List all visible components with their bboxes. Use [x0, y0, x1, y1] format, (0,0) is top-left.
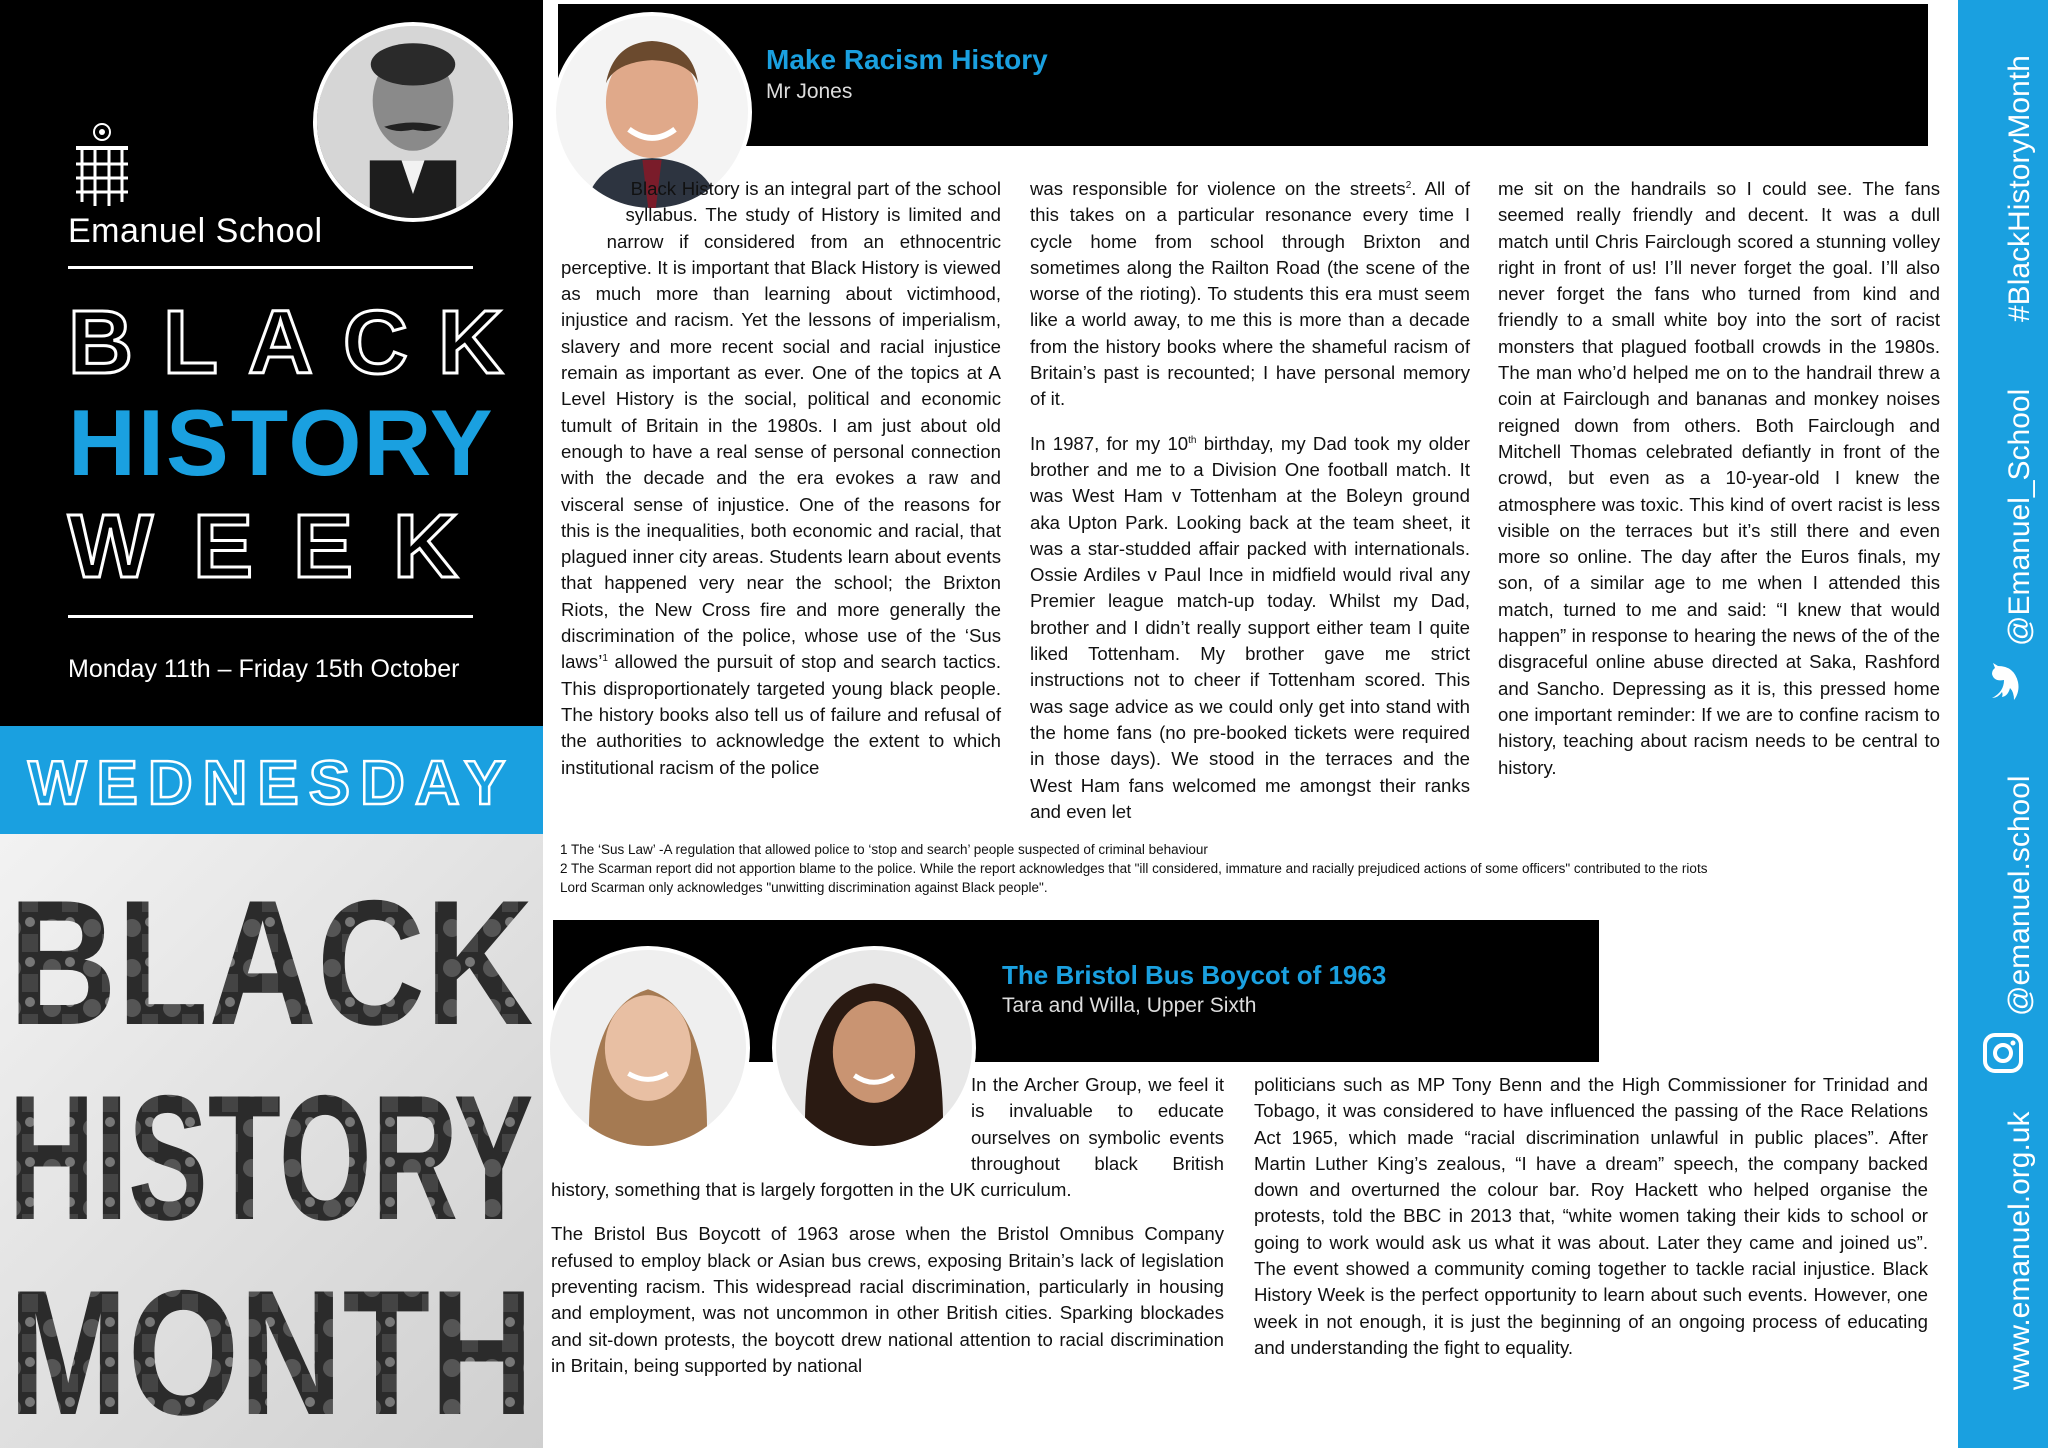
twitter-handle: @Emanuel_School: [2003, 388, 2036, 646]
article1-column1: [561, 176, 1001, 781]
article2-column1: [551, 1072, 1224, 1397]
portcullis-crest-icon: [68, 122, 136, 210]
photo-wrap-space: [551, 1072, 971, 1177]
historical-portrait-photo: [313, 22, 513, 222]
text-span: birthday, my Dad took my older brother and me to a Division One football match. It was West Ham v Tottenham at the Boleyn ground aka Upton Park. Looking back at the team sheet, it was a star-studded affair packed with internationals. Ossie Ardiles v Paul Ince in midfield would rival any Premier league match-up today. Whilst my Dad, brother and I didn’t really support either team I quite liked Tottenham. My brother gave me strict instructions not to cheer if Tottenham scored. This was sage advice as we could only get into stand with the home fans (no pre-booked tickets were required in those days). We stood in the terraces and the West Ham fans welcomed me amongst their ranks and even let: [1030, 432, 1470, 822]
text-span: In the Archer Group, we feel it is invaluable to educate ourselves on symbolic events throughout black British history, something that is largely forgotten in the UK curriculum.: [551, 1074, 1224, 1201]
article1-footnotes: [560, 840, 1960, 897]
hashtag-label: #BlackHistoryMonth: [2003, 55, 2036, 322]
article1-header-bar: [558, 4, 1928, 146]
collage-word-month: MONTH: [8, 1253, 534, 1448]
instagram-icon: [1980, 1030, 2026, 1076]
article2-title: The Bristol Bus Boycot of 1963: [1002, 960, 1387, 990]
article1-title: Make Racism History: [766, 44, 1048, 75]
collage-word-history: HISTORY: [8, 1058, 534, 1257]
article1-column2: [1030, 176, 1470, 843]
footnote-ref-2: 2: [1405, 179, 1412, 191]
footnote-ref-1: 1: [602, 653, 608, 665]
left-panel: [0, 0, 543, 1448]
article2-col1-paragraph1: [551, 1072, 1224, 1203]
portrait-illustration: [317, 26, 509, 218]
footnote-2-cont: Lord Scarman only acknowledges "unwitting discrimination against Black people".: [560, 880, 1048, 895]
article1-col2-paragraph2: [1030, 431, 1470, 825]
article2-author: Tara and Willa, Upper Sixth: [1002, 994, 1257, 1017]
collage-lettering: [0, 834, 543, 1448]
text-span: In 1987, for my 10: [1030, 432, 1189, 454]
article1-col1-text: Black History is an integral part of the school syllabus. The study of History is limited and narrow if considered from an ethnocentric perceptive. It is important that Black History is viewed as much more than learning about victimhood, injustice and racism. Yet the lessons of imperialism, slavery and more recent social and racial injustice remain as important as ever. One of the topics at A Level History is the social, political and economic tumult of Britain in the 1980s. I am just about old enough to have a real sense of personal connection with the decade and the era evokes a raw and visceral sense of injustice. One of the reasons for this is the inequalities, both economic and racial, that plagued inner city areas. Students learn about events that happened very near the school; the Brixton Riots, the New Cross fire and more generally the discrimination of the police, whose use of the ‘Sus laws’: [561, 178, 1001, 673]
title-black: BLACK: [68, 293, 533, 393]
divider-top: [68, 266, 473, 269]
article2-column2: politicians such as MP Tony Benn and the High Commissioner for Trinidad and Tobago, it was considered to have influenced the passing of the Race Relations Act 1965, which made “racial discrimination unlawful in public places”. After Martin Luther King’s zealous, “I have a dream” speech, the company backed down and overturned the colour bar. Roy Hackett who helped organise the protests, told the BBC in 2013 that, “white women taking their kids to school or going to work would ask us what it was about. Later they came and joined us”. The event showed a community coming together to tackle racial injustice. Black History Week is the perfect opportunity to learn about such events. However, one week in not enough, it is just the beginning of an ongoing process of educating and understanding the fight to equality.: [1254, 1074, 1928, 1358]
divider-bottom: [68, 615, 473, 618]
article1-col1-text-cont: allowed the pursuit of stop and search tactics. This disproportionately targeted young black people. The history books also tell us of failure and refusal of the authorities to acknowledge the extent to which institutional racism of the police: [561, 651, 1001, 778]
social-strip: [1958, 0, 2048, 1448]
event-dates: Monday 11th – Friday 15th October: [68, 655, 460, 683]
footnote-1: 1 The ‘Sus Law’ -A regulation that allowed police to ‘stop and search’ people suspected of criminal behaviour: [560, 842, 1208, 857]
twitter-bird-icon: [1980, 660, 2026, 706]
collage-word-black: BLACK: [8, 863, 534, 1062]
instagram-handle: @emanuel.school: [2003, 775, 2036, 1016]
school-name: Emanuel School: [68, 212, 323, 250]
website-url[interactable]: www.emanuel.org.uk: [2003, 1111, 2036, 1390]
text-span: . All of this takes on a particular resonance every time I cycle home from school through Brixton and sometimes along the Railton Road (the scene of the worse of the rioting). To students this era must seem like a world away, to me this is more than a decade from the history books where the shameful racism of Britain’s past is recounted; I have personal memory of it.: [1030, 178, 1470, 410]
title-history: HISTORY: [68, 390, 495, 495]
ordinal-suffix: th: [1188, 434, 1197, 446]
article1-author: Mr Jones: [766, 80, 853, 103]
title-week: WEEK: [68, 497, 498, 597]
article2-col1-paragraph2: The Bristol Bus Boycott of 1963 arose when the Bristol Omnibus Company refused to employ black or Asian bus crews, exposing Britain’s lack of legislation preventing racism. This widespread racial discrimination, particularly in housing and employment, was not uncommon in other British cities. Sparking blockades and sit-down protests, the boycott drew national attention to racial discrimination in Britain, being supported by national: [551, 1223, 1224, 1376]
text-span: was responsible for violence on the streets: [1030, 178, 1406, 199]
day-label: WEDNESDAY: [28, 749, 516, 818]
black-history-month-collage: [0, 834, 543, 1448]
article1-column3: me sit on the handrails so I could see. The fans seemed really friendly and decent. It was a dull match until Chris Fairclough scored a stunning volley right in front of us! I’ll never forget the goal. I’ll also never forget the fans who turned from kind and friendly to a small white boy into the sort of racist monsters that plagued football crowds in the 1980s. The man who’d helped me on to the handrail threw a coin at Fairclough and bananas and monkey noises reigned down from others. Both Fairclough and Mitchell Thomas celebrated defiantly in front of the crowd, but even as a 10-year-old I knew the atmosphere was toxic. This kind of overt racist is less visible on the terraces but it’s still there and even more so online. The day after the Euros finals, my son, of a similar age to me when I attended this match, turned to me and said: “I knew that would happen” in response to hearing the news of the of the disgraceful online abuse directed at Saka, Rashford and Sancho. Depressing as it is, this pressed home one important reminder: If we are to confine racism to history, teaching about racism needs to be central to history.: [1498, 178, 1940, 778]
footnote-2: 2 The Scarman report did not apportion blame to the police. While the report acknowledges that "ill considered, immature and racially prejudiced actions of some officers" contributed to the riots: [560, 861, 1708, 876]
article1-col2-paragraph1: [1030, 176, 1470, 413]
day-band: [0, 726, 543, 834]
